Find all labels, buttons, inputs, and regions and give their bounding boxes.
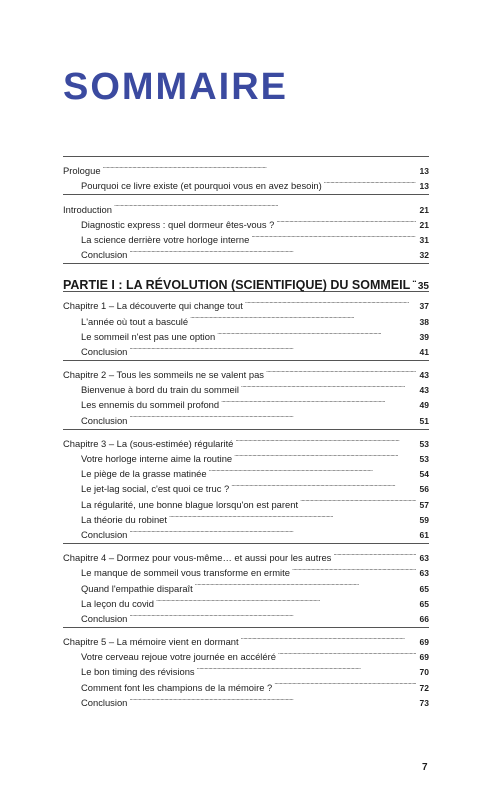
dot-leader <box>333 546 416 561</box>
toc-entry-label: L'année où tout a basculé <box>81 315 189 327</box>
dot-leader <box>129 408 416 423</box>
toc-section-chapter-1 <box>63 291 429 355</box>
toc-entry[interactable] <box>63 630 429 648</box>
toc-entry-label: Comment font les champions de la mémoire ? <box>81 681 273 693</box>
toc-entry-label: Conclusion <box>81 249 128 261</box>
dot-leader <box>129 607 416 622</box>
dot-leader <box>235 432 416 447</box>
dot-leader <box>190 309 416 324</box>
toc-entry-label: Conclusion <box>81 345 128 357</box>
toc-part-entry[interactable] <box>63 269 429 293</box>
toc-entry-page: 63 <box>419 568 429 579</box>
toc-part-page: 35 <box>417 281 429 293</box>
toc-entry-label: Le manque de sommeil vous transforme en ermite <box>81 567 290 579</box>
dot-leader <box>129 243 416 258</box>
toc-entry[interactable] <box>63 363 429 381</box>
dot-leader <box>195 576 416 591</box>
dot-leader <box>300 492 416 507</box>
toc-entry-page: 57 <box>419 499 429 510</box>
dot-leader <box>324 174 416 189</box>
toc-entry-label: Chapitre 4 – Dormez pour vous-même… et aussi pour les autres <box>63 552 332 564</box>
dot-leader <box>412 269 416 289</box>
toc-entry-label: Chapitre 1 – La découverte qui change tout <box>63 300 243 312</box>
dot-leader <box>241 630 416 645</box>
dot-leader <box>234 447 416 462</box>
toc-entry-page: 31 <box>419 234 429 245</box>
toc-entry-label: Le piège de la grasse matinée <box>81 468 207 480</box>
toc-entry-label: Conclusion <box>81 612 128 624</box>
dot-leader <box>209 462 416 477</box>
table-of-contents <box>63 156 429 711</box>
toc-entry-page: 72 <box>419 682 429 693</box>
dot-leader <box>276 213 416 228</box>
toc-entry-page: 21 <box>419 219 429 230</box>
toc-entry-label: Conclusion <box>81 696 128 708</box>
toc-entry-page: 73 <box>419 697 429 708</box>
dot-leader <box>221 393 416 408</box>
toc-entry-page: 43 <box>419 385 429 396</box>
toc-entry[interactable] <box>63 294 429 312</box>
toc-entry-page: 13 <box>419 166 429 177</box>
toc-entry-label: La leçon du covid <box>81 597 154 609</box>
toc-entry-page: 38 <box>419 316 429 327</box>
dot-leader <box>129 340 416 355</box>
dot-leader <box>129 523 416 538</box>
toc-entry-page: 53 <box>419 438 429 449</box>
toc-entry-label: Prologue <box>63 165 101 177</box>
dot-leader <box>114 197 416 212</box>
toc-part-label: PARTIE I : LA RÉVOLUTION (SCIENTIFIQUE) DU SOMMEIL <box>63 278 411 293</box>
toc-part-heading <box>63 263 429 293</box>
toc-section-chapter-2 <box>63 360 429 424</box>
dot-leader <box>266 363 416 378</box>
dot-leader <box>241 378 416 393</box>
toc-entry[interactable] <box>63 432 429 447</box>
toc-entry-page: 66 <box>419 613 429 624</box>
dot-leader <box>278 645 416 660</box>
toc-entry-page: 61 <box>419 529 429 540</box>
toc-entry-page: 59 <box>419 514 429 525</box>
toc-section-chapter-5 <box>63 627 429 706</box>
toc-entry[interactable] <box>63 546 429 564</box>
dot-leader <box>292 561 416 576</box>
toc-entry-label: Pourquoi ce livre existe (et pourquoi vous en avez besoin) <box>81 180 322 192</box>
dot-leader <box>197 660 416 675</box>
toc-entry[interactable] <box>63 174 429 192</box>
toc-entry-label: Conclusion <box>81 528 128 540</box>
dot-leader <box>156 592 416 607</box>
toc-entry-page: 32 <box>419 250 429 261</box>
toc-entry-label: La régularité, une bonne blague lorsqu'on est parent <box>81 498 299 510</box>
dot-leader <box>251 228 416 243</box>
toc-entry-label: Chapitre 5 – La mémoire vient en dormant <box>63 636 239 648</box>
toc-entry-page: 54 <box>419 469 429 480</box>
toc-entry-page: 43 <box>419 370 429 381</box>
toc-entry-page: 53 <box>419 454 429 464</box>
toc-entry-label: Votre cerveau rejoue votre journée en accéléré <box>81 651 276 663</box>
toc-entry-page: 70 <box>419 667 429 678</box>
toc-section-chapter-4 <box>63 543 429 622</box>
toc-entry-label: Chapitre 2 – Tous les sommeils ne se valent pas <box>63 369 264 381</box>
toc-entry-page: 65 <box>419 598 429 609</box>
dot-leader <box>245 294 416 309</box>
toc-entry-page: 69 <box>419 637 429 648</box>
toc-entry-page: 63 <box>419 553 429 564</box>
toc-entry-label: Diagnostic express : quel dormeur êtes-vous ? <box>81 218 275 230</box>
dot-leader <box>217 325 416 340</box>
toc-entry-page: 37 <box>419 301 429 312</box>
toc-entry-page: 69 <box>419 652 429 663</box>
toc-entry-label: Conclusion <box>81 414 128 426</box>
toc-entry[interactable] <box>63 197 429 215</box>
toc-entry-page: 56 <box>419 484 429 495</box>
toc-entry-label: Le bon timing des révisions <box>81 666 195 678</box>
toc-entry-label: Bienvenue à bord du train du sommeil <box>81 384 239 396</box>
toc-entry-label: Les ennemis du sommeil profond <box>81 399 220 411</box>
toc-entry-label: Le sommeil n'est pas une option <box>81 330 216 342</box>
toc-entry[interactable] <box>63 213 429 228</box>
dot-leader <box>169 508 416 523</box>
toc-entry-page: 39 <box>419 331 429 342</box>
dot-leader <box>103 159 416 174</box>
toc-entry-label: La théorie du robinet <box>81 513 168 525</box>
toc-entry-page: 65 <box>419 583 429 594</box>
toc-entry-label: Le jet-lag social, c'est quoi ce truc ? <box>81 483 230 495</box>
toc-entry-label: Chapitre 3 – La (sous-estimée) régularité <box>63 437 234 449</box>
page-title: SOMMAIRE <box>63 66 288 108</box>
toc-section-introduction <box>63 194 429 261</box>
toc-entry-label: Quand l'empathie disparaît <box>81 582 193 594</box>
dot-leader <box>231 477 416 492</box>
toc-entry-page: 49 <box>419 400 429 411</box>
toc-entry-label: La science derrière votre horloge interne <box>81 233 250 245</box>
toc-entry-page: 21 <box>419 204 429 215</box>
toc-entry-page: 13 <box>419 181 429 192</box>
dot-leader <box>129 691 416 706</box>
toc-entry-label: Introduction <box>63 203 112 215</box>
toc-section-chapter-3 <box>63 429 429 538</box>
toc-entry-label: Votre horloge interne aime la routine <box>81 453 233 464</box>
toc-section-prologue <box>63 156 429 192</box>
page-number: 7 <box>422 762 428 773</box>
toc-entry-page: 41 <box>419 346 429 357</box>
toc-entry[interactable] <box>63 159 429 177</box>
toc-entry-page: 51 <box>419 415 429 426</box>
dot-leader <box>274 675 416 690</box>
